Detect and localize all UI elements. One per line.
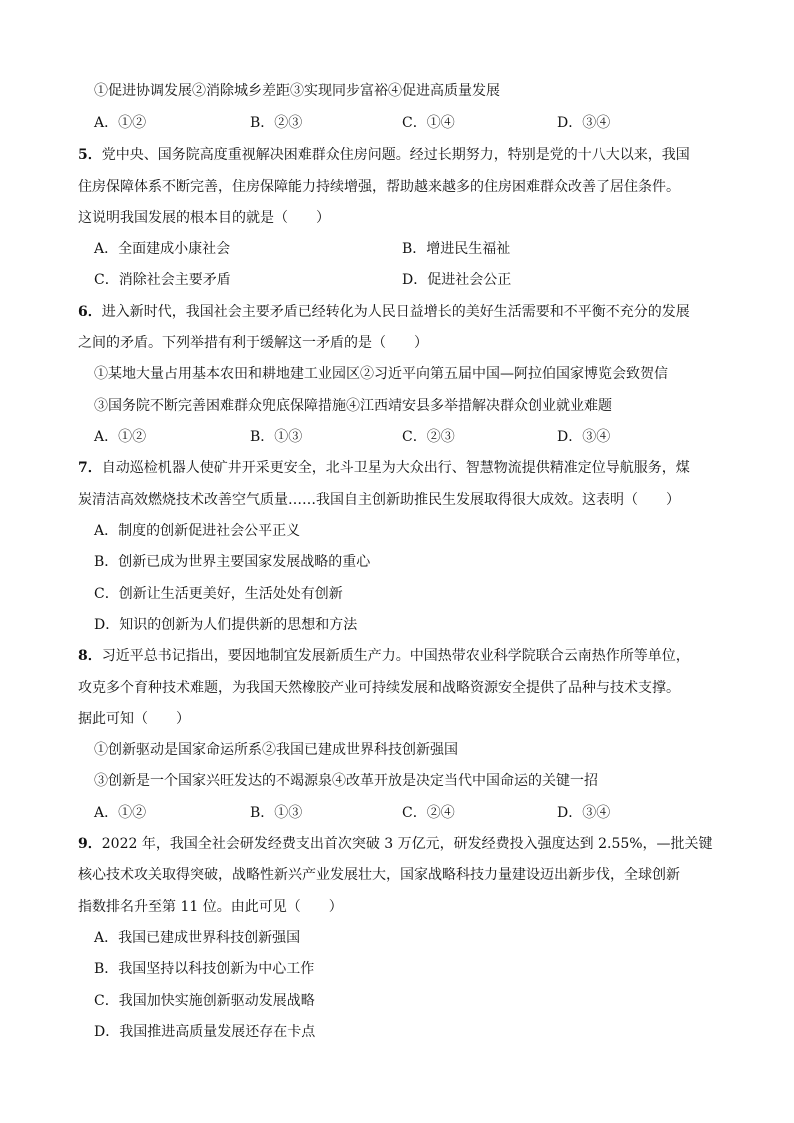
q8-statements-line-1: ①创新驱动是国家命运所系②我国已建成世界科技创新强国 [94, 742, 458, 758]
q5-option-b: B．增进民生福祉 [402, 241, 511, 257]
q9-option-b: B．我国坚持以科技创新为中心工作 [94, 961, 315, 977]
q6-statements-line-1: ①某地大量占用基本农田和耕地建工业园区②习近平向第五届中国—阿拉伯国家博览会致贺信 [94, 366, 668, 382]
q9-option-c: C．我国加快实施创新驱动发展战略 [94, 993, 315, 1009]
q4-option-b: B．②③ [250, 115, 303, 131]
q7-option-a: A．制度的创新促进社会公平正义 [94, 523, 301, 539]
q9-stem-line-2: 核心技术攻关取得突破，战略性新兴产业发展壮大，国家战略科技力量建设迈出新步伐，全球创新 [78, 867, 680, 883]
q6-option-d: D．③④ [557, 429, 611, 445]
q6-number: 6． [78, 304, 102, 320]
q5-stem-text-1: 党中央、国务院高度重视解决困难群众住房问题。经过长期努力，特别是党的十八大以来，我国 [101, 147, 690, 163]
q6-stem-line-1 [78, 302, 690, 322]
q8-number: 8． [78, 648, 102, 664]
q5-options-row-1 [94, 239, 734, 259]
q8-statements-line-2: ③创新是一个国家兴旺发达的不竭源泉④改革开放是决定当代中国命运的关键一招 [94, 773, 598, 789]
q9-option-d: D．我国推进高质量发展还存在卡点 [94, 1024, 316, 1040]
q9-number: 9． [78, 836, 102, 852]
q8-stem-text-1: 习近平总书记指出，要因地制宜发展新质生产力。中国热带农业科学院联合云南热作所等单位， [101, 648, 690, 664]
q7-stem-text-1: 自动巡检机器人使矿井开采更安全，北斗卫星为大众出行、智慧物流提供精准定位导航服务，煤 [101, 460, 690, 476]
q7-option-b: B．创新已成为世界主要国家发展战略的重心 [94, 554, 371, 570]
q5-option-d: D．促进社会公正 [402, 272, 512, 288]
q5-number: 5． [78, 147, 102, 163]
q6-option-c: C．②③ [402, 429, 455, 445]
q4-option-a: A．①② [94, 115, 147, 131]
q7-stem-line-2: 炭清洁高效燃烧技术改善空气质量……我国自主创新助推民生发展取得很大成效。这表明（ ） [78, 492, 680, 508]
q6-statements-line-2: ③国务院不断完善困难群众兜底保障措施④江西靖安县多举措解决群众创业就业难题 [94, 398, 612, 414]
q4-options [94, 113, 734, 133]
q6-stem-text-1: 进入新时代，我国社会主要矛盾已经转化为人民日益增长的美好生活需要和不平衡不充分的发展 [101, 304, 690, 320]
q8-option-d: D．③④ [557, 805, 611, 821]
q6-option-b: B．①③ [250, 429, 303, 445]
q5-options-row-2 [94, 270, 734, 290]
q9-option-a: A．我国已建成世界科技创新强国 [94, 930, 301, 946]
q7-option-d: D．知识的创新为人们提供新的思想和方法 [94, 617, 358, 633]
q9-stem-line-1 [78, 834, 713, 854]
q8-option-a: A．①② [94, 805, 147, 821]
q5-stem-line-1 [78, 145, 690, 165]
q7-option-c: C．创新让生活更美好，生活处处有创新 [94, 586, 343, 602]
q7-number: 7． [78, 460, 102, 476]
q5-option-a: A．全面建成小康社会 [94, 241, 231, 257]
q4-statements: ①促进协调发展②消除城乡差距③实现同步富裕④促进高质量发展 [94, 83, 500, 99]
q8-options [94, 803, 734, 823]
q5-stem-line-2: 住房保障体系不断完善，住房保障能力持续增强，帮助越来越多的住房困难群众改善了居住条件。 [78, 179, 680, 195]
q8-option-b: B．①③ [250, 805, 303, 821]
q6-options [94, 427, 734, 447]
q4-option-c: C．①④ [402, 115, 455, 131]
q8-stem-line-2: 攻克多个育种技术难题，为我国天然橡胶产业可持续发展和战略资源安全提供了品种与技术支撑。 [78, 680, 680, 696]
q5-stem-line-3: 这说明我国发展的根本目的就是（ ） [78, 210, 330, 226]
q8-option-c: C．②④ [402, 805, 455, 821]
q4-option-d: D．③④ [557, 115, 611, 131]
q8-stem-line-3: 据此可知（ ） [78, 711, 190, 727]
q6-option-a: A．①② [94, 429, 147, 445]
q5-option-c: C．消除社会主要矛盾 [94, 272, 231, 288]
q7-stem-line-1 [78, 458, 690, 478]
q9-stem-text-1: 2022 年，我国全社会研发经费支出首次突破 3 万亿元，研发经费投入强度达到 2.55%，—批关键 [101, 836, 713, 852]
q6-stem-line-2: 之间的矛盾。下列举措有利于缓解这一矛盾的是（ ） [78, 335, 428, 351]
q8-stem-line-1 [78, 646, 690, 666]
q9-stem-line-3: 指数排名升至第 11 位。由此可见（ ） [78, 899, 343, 915]
